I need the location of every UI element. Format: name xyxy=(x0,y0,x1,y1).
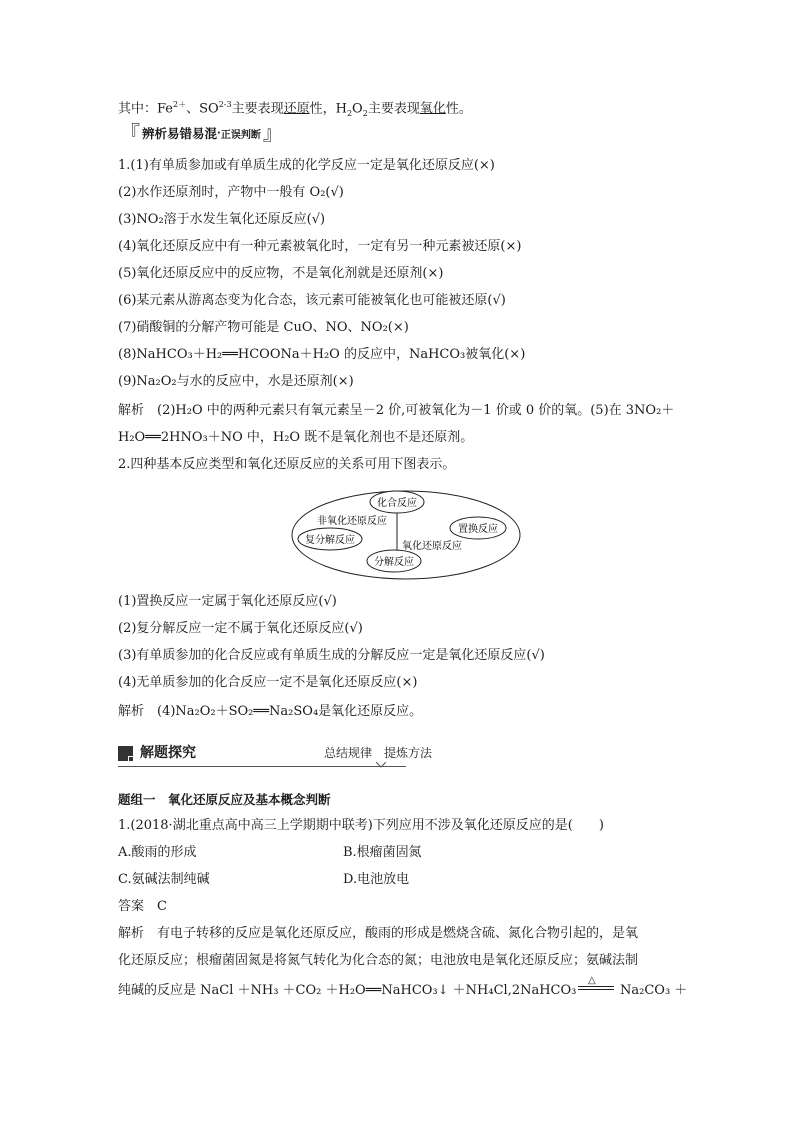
q1-analysis-tail: Na₂CO₃ ＋ xyxy=(620,983,688,998)
tag-dot: · xyxy=(217,127,221,139)
reaction-venn-diagram xyxy=(290,489,522,581)
label-double-decomp: 复分解反应 xyxy=(305,535,355,546)
section-tag xyxy=(118,122,285,144)
label-decomposition: 分解反应 xyxy=(374,557,414,568)
analysis2-line: 解析 (4)Na₂O₂＋SO₂══Na₂SO₄是氧化还原反应。 xyxy=(118,704,423,719)
intro-o: O xyxy=(352,101,363,117)
tag-sub: 正误判断 xyxy=(220,129,261,141)
label-non-redox: 非氧化还原反应 xyxy=(317,516,387,527)
intro-mid2: 性，H xyxy=(309,101,347,117)
q1-option-d: D.电池放电 xyxy=(343,872,410,887)
q1-stem: 1.(2018·湖北重点高中高三上学期期中联考)下列应用不涉及氧化还原反应的是( ) xyxy=(118,818,604,833)
judge1-item: (5)氧化还原反应中的反应物，不是氧化剂就是还原剂(×) xyxy=(118,266,444,281)
intro-sep: 、SO xyxy=(186,101,219,117)
section-square-icon xyxy=(118,746,133,761)
reaction-arrow-line xyxy=(578,989,614,990)
intro-prefix: 其中：Fe xyxy=(118,101,174,117)
judge1-item: (2)水作还原剂时，产物中一般有 O₂(√) xyxy=(118,185,344,200)
judge1-item: (4)氧化还原反应中有一种元素被氧化时，一定有另一种元素被还原(×) xyxy=(118,239,522,254)
section-title: 解题探究 xyxy=(140,745,196,761)
q1-analysis-line: 解析 有电子转移的反应是氧化还原反应，酸雨的形成是燃烧含硫、氮化合物引起的，是氧 xyxy=(118,926,639,941)
fe-charge: 2＋ xyxy=(173,100,187,109)
section-notch-icon xyxy=(376,762,386,768)
q1-option-c: C.氨碱法制纯碱 xyxy=(118,872,210,887)
analysis1-line: 解析 (2)H₂O 中的两种元素只有氧元素呈－2 价,可被氧化为－1 价或 0 价的氧。(5)在 3NO₂＋ xyxy=(118,403,675,418)
intro-end: 性。 xyxy=(445,101,472,117)
label-combination: 化合反应 xyxy=(377,498,417,509)
tag-right-bracket: 』 xyxy=(262,121,283,145)
judge1-item: 1.(1)有单质参加或有单质生成的化学反应一定是氧化还原反应(×) xyxy=(118,158,495,173)
q1-analysis-line: 化还原反应；根瘤菌固氮是将氮气转化为化合态的氮；电池放电是氧化还原反应；氨碱法制 xyxy=(118,953,639,968)
q1-option-a: A.酸雨的形成 xyxy=(118,845,197,860)
label-redox: 氧化还原反应 xyxy=(402,541,462,552)
tag-label: 辨析易错易混 xyxy=(142,126,218,141)
judge1-item: (6)某元素从游离态变为化合态，该元素可能被氧化也可能被还原(√) xyxy=(118,293,506,308)
judge2-item: (1)置换反应一定属于氧化还原反应(√) xyxy=(118,594,337,609)
judge2-item: (4)无单质参加的化合反应一定不是氧化还原反应(×) xyxy=(118,675,418,690)
judge1-item: (7)硝酸铜的分解产物可能是 CuO、NO、NO₂(×) xyxy=(118,320,409,335)
analysis1-line: H₂O══2HNO₃＋NO 中，H₂O 既不是氧化剂也不是还原剂。 xyxy=(118,430,474,445)
judge2-item: (2)复分解反应一定不属于氧化还原反应(√) xyxy=(118,621,363,636)
intro-reduce-answer: 还原 xyxy=(283,101,310,117)
judge1-item: (3)NO₂溶于水发生氧化还原反应(√) xyxy=(118,212,326,227)
section-subtitle: 总结规律 提炼方法 xyxy=(324,746,433,760)
section-header xyxy=(118,744,433,767)
label-replacement: 置换反应 xyxy=(458,524,498,535)
q1-option-b: B.根瘤菌固氮 xyxy=(343,845,422,860)
q1-analysis-line: 纯碱的反应是 NaCl ＋NH₃ ＋CO₂ ＋H₂O══NaHCO₃↓ ＋NH₄Cl,2NaHCO₃ xyxy=(118,983,577,998)
judge1-item: (8)NaHCO₃＋H₂══HCOONa＋H₂O 的反应中，NaHCO₃被氧化(×) xyxy=(118,347,526,362)
heat-symbol: △ xyxy=(588,975,596,986)
intro-line xyxy=(118,97,472,122)
judge1-item: (9)Na₂O₂与水的反应中，水是还原剂(×) xyxy=(118,374,354,389)
h-sub: 2 xyxy=(346,108,353,118)
group-title: 题组一 氧化还原反应及基本概念判断 xyxy=(118,792,331,807)
o-sub: 2 xyxy=(362,108,368,118)
so-charge: 2-3 xyxy=(218,100,232,109)
intro-mid1: 主要表现 xyxy=(231,101,284,117)
intro-oxid-answer: 氧化 xyxy=(419,101,446,117)
intro-mid3: 主要表现 xyxy=(367,101,420,117)
tag-left-bracket: 『 xyxy=(120,121,140,145)
judge2-item: (3)有单质参加的化合反应或有单质生成的分解反应一定是氧化还原反应(√) xyxy=(118,648,545,663)
q1-answer: 答案 C xyxy=(118,899,167,914)
q2-intro: 2.四种基本反应类型和氧化还原反应的关系可用下图表示。 xyxy=(118,457,456,472)
reaction-arrow-line xyxy=(578,986,614,987)
